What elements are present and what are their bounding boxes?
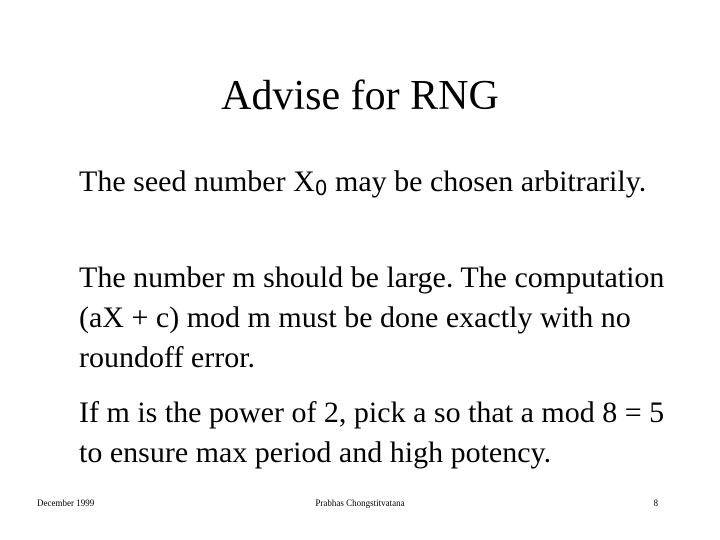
footer-author: Prabhas Chongstitvatana bbox=[315, 498, 405, 508]
slide-title: Advise for RNG bbox=[221, 73, 499, 119]
paragraph-seed bbox=[79, 162, 679, 204]
paragraph-seed-text-start: The seed number X bbox=[79, 165, 315, 198]
subscript-zero: 0 bbox=[314, 176, 328, 200]
paragraph-seed-text-end: may be chosen arbitrarily. bbox=[327, 165, 647, 198]
paragraph-modulus: The number m should be large. The computation (aX + c) mod m must be done exactly with no roundoff error. bbox=[79, 261, 665, 374]
paragraph-power-of-two: If m is the power of 2, pick a so that a mod 8 = 5 to ensure max period and high potency. bbox=[79, 396, 665, 469]
footer-page-number: 8 bbox=[653, 498, 658, 508]
footer-date: December 1999 bbox=[37, 498, 95, 508]
